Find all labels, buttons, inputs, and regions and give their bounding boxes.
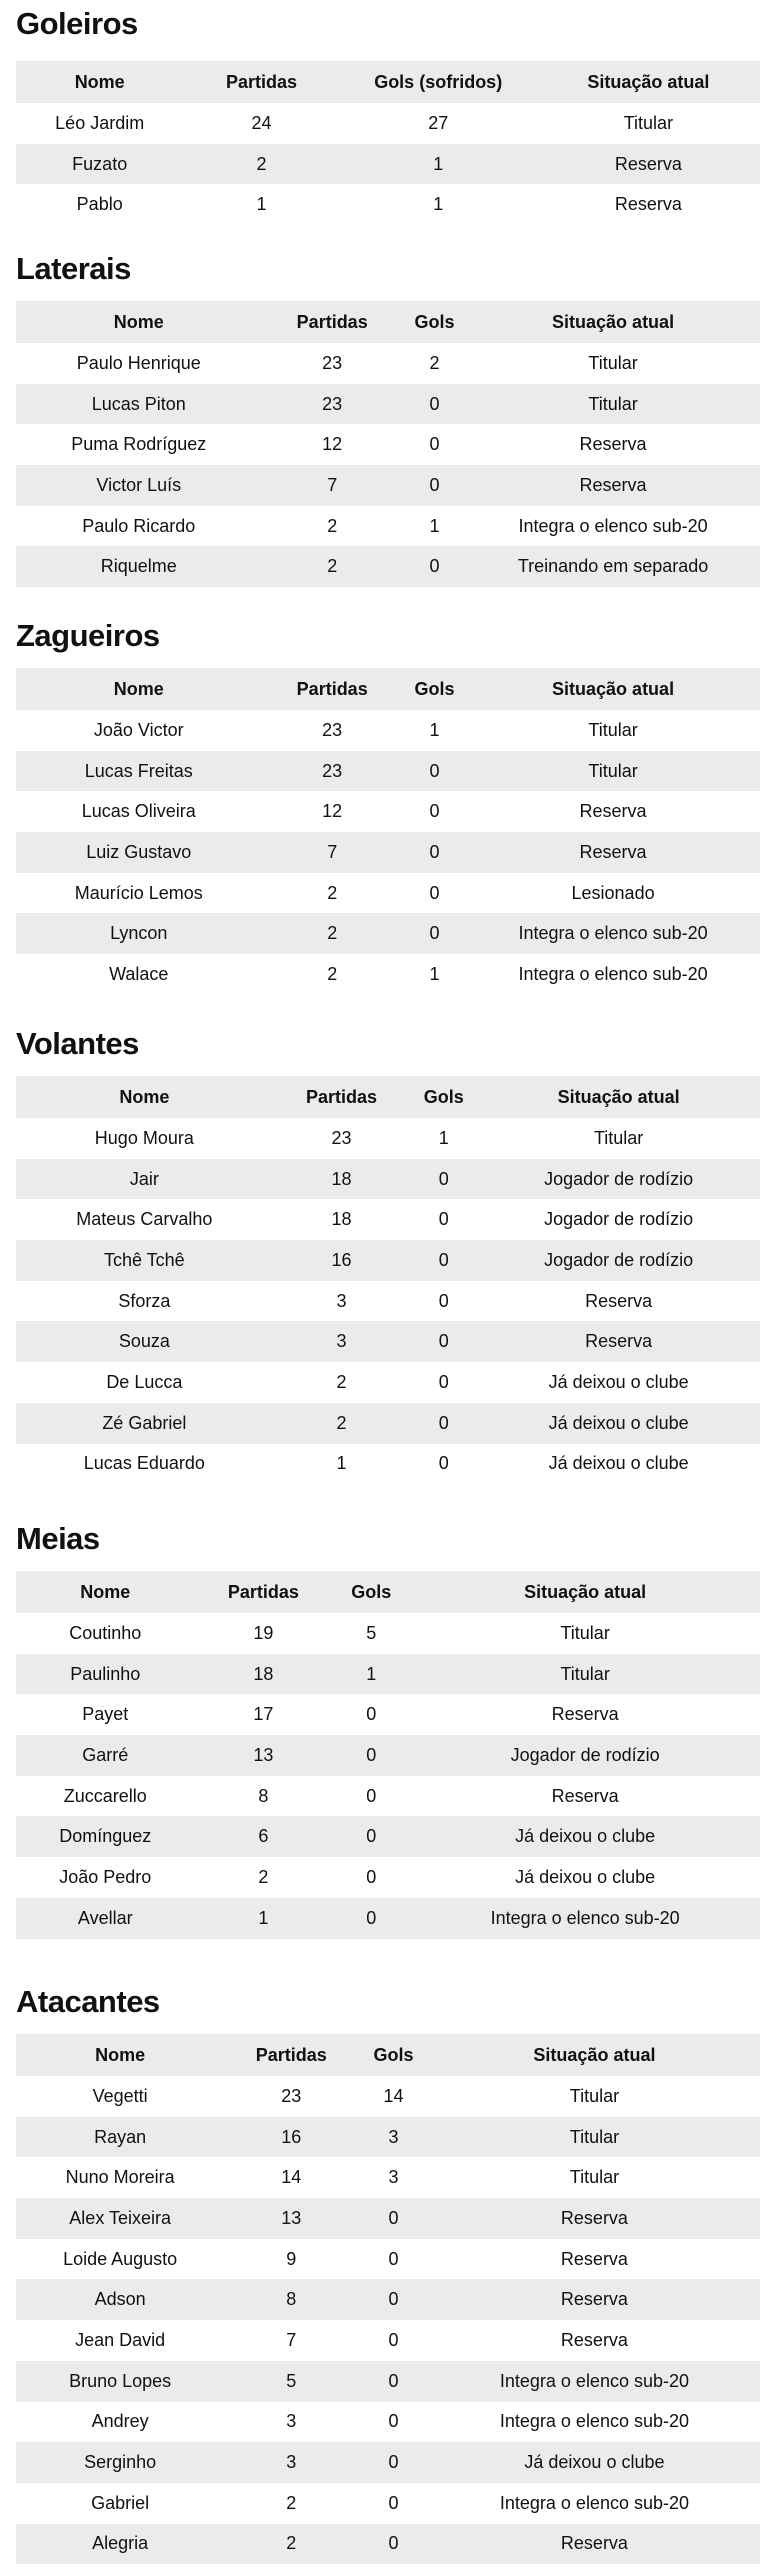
cell-partidas: 2 — [224, 2524, 358, 2565]
cell-situacao: Reserva — [466, 832, 760, 873]
cell-nome: Riquelme — [16, 546, 262, 587]
cell-gols: 0 — [358, 2524, 429, 2565]
cell-nome: Victor Luís — [16, 465, 262, 506]
cell-gols: 0 — [410, 1159, 477, 1200]
cell-gols: 0 — [366, 1866, 377, 1887]
cell-situacao: Já deixou o clube — [410, 1816, 760, 1857]
column-header-situacao: Situação atual — [429, 2034, 760, 2076]
cell-partidas: 2 — [183, 144, 339, 185]
cell-partidas: 2 — [262, 913, 403, 954]
cell-nome: Maurício Lemos — [74, 882, 203, 903]
cell-situacao: Titular — [466, 751, 760, 792]
cell-partidas: 9 — [286, 2248, 297, 2269]
column-header-gols: Gols — [358, 2034, 429, 2076]
cell-situacao: Reserva — [579, 801, 647, 822]
cell-gols: 1 — [332, 1654, 410, 1695]
cell-nome: Bruno Lopes — [16, 2361, 224, 2402]
cell-situacao: Titular — [593, 1127, 644, 1148]
table-row — [16, 1403, 760, 1444]
cell-gols: 0 — [332, 1735, 410, 1776]
cell-situacao: Titular — [560, 1622, 610, 1643]
cell-situacao: Lesionado — [571, 882, 655, 903]
table-row — [16, 1694, 760, 1735]
cell-situacao: Reserva — [560, 2329, 628, 2350]
cell-partidas: 3 — [336, 1290, 347, 1311]
cell-partidas: 3 — [286, 2411, 297, 2432]
cell-partidas: 13 — [195, 1735, 333, 1776]
table-row — [16, 2402, 760, 2443]
cell-gols: 0 — [332, 1898, 410, 1939]
column-header-nome: Nome — [16, 2034, 224, 2076]
cell-situacao: Reserva — [477, 1321, 760, 1362]
cell-situacao: Já deixou o clube — [548, 1453, 689, 1474]
cell-partidas: 1 — [195, 1898, 333, 1939]
table-row — [16, 2524, 760, 2565]
cell-partidas: 16 — [224, 2117, 358, 2158]
cell-gols: 3 — [358, 2117, 429, 2158]
cell-situacao: Reserva — [466, 465, 760, 506]
cell-situacao: Titular — [569, 2085, 620, 2106]
table-row — [16, 913, 760, 954]
section-laterais — [16, 249, 760, 587]
cell-partidas: 3 — [224, 2442, 358, 2483]
table-row — [16, 2157, 760, 2198]
cell-nome: Sforza — [118, 1290, 171, 1311]
cell-partidas: 2 — [258, 1866, 269, 1887]
section-zagueiros — [16, 616, 760, 995]
column-header-gols: Gols — [403, 301, 466, 343]
section-meias — [16, 1519, 760, 1939]
squad-table — [16, 668, 760, 995]
squad-table — [16, 1076, 760, 1484]
table-row — [16, 184, 760, 225]
squad-table — [16, 2034, 760, 2564]
cell-gols: 1 — [438, 1127, 449, 1148]
table-row — [16, 424, 760, 465]
table-row — [16, 2198, 760, 2239]
cell-gols: 0 — [358, 2442, 429, 2483]
cell-partidas: 12 — [322, 801, 343, 822]
column-header-gols: Gols — [332, 1571, 410, 1613]
cell-situacao: Integra o elenco sub-20 — [518, 963, 708, 984]
squad-table — [16, 61, 760, 225]
cell-partidas: 23 — [281, 2085, 302, 2106]
cell-situacao: Titular — [569, 2167, 620, 2188]
cell-partidas: 18 — [331, 1209, 352, 1230]
section-title: Volantes — [16, 1026, 139, 1061]
column-header-gols: Gols (sofridos) — [340, 61, 537, 103]
cell-partidas: 13 — [224, 2198, 358, 2239]
section-title: Zagueiros — [16, 618, 160, 653]
table-row — [16, 1613, 760, 1654]
cell-situacao: Titular — [410, 1654, 760, 1695]
table-row — [16, 832, 760, 873]
cell-gols: 1 — [429, 963, 440, 984]
table-row — [16, 954, 760, 995]
column-header-situacao: Situação atual — [477, 1076, 760, 1118]
cell-nome: Lucas Eduardo — [83, 1453, 205, 1474]
column-header-situacao: Situação atual — [466, 301, 760, 343]
squad-table — [16, 301, 760, 587]
table-row — [16, 546, 760, 587]
table-header-row — [16, 1571, 760, 1613]
cell-situacao: Já deixou o clube — [477, 1403, 760, 1444]
cell-partidas: 8 — [258, 1785, 269, 1806]
cell-nome: Puma Rodríguez — [71, 434, 207, 455]
cell-nome: Vegetti — [92, 2085, 148, 2106]
table-header-row — [16, 668, 760, 710]
table-row — [16, 1281, 760, 1322]
cell-partidas: 2 — [327, 882, 338, 903]
cell-situacao: Titular — [466, 384, 760, 425]
column-header-partidas: Partidas — [262, 668, 403, 710]
cell-nome: Paulo Ricardo — [82, 515, 196, 536]
cell-nome: João Victor — [93, 719, 184, 740]
cell-gols: 1 — [433, 194, 444, 215]
table-header-row — [16, 301, 760, 343]
cell-gols: 0 — [358, 2361, 429, 2402]
table-row — [16, 465, 760, 506]
table-row — [16, 2279, 760, 2320]
cell-nome: Payet — [82, 1704, 129, 1725]
cell-nome: Loide Augusto — [63, 2248, 178, 2269]
cell-nome: Mateus Carvalho — [76, 1209, 213, 1230]
section-atacantes — [16, 1982, 760, 2564]
cell-gols: 0 — [429, 801, 440, 822]
section-title: Atacantes — [16, 1984, 160, 2019]
section-title: Laterais — [16, 251, 131, 286]
cell-gols: 0 — [358, 2279, 429, 2320]
cell-gols: 0 — [403, 913, 466, 954]
cell-partidas: 23 — [322, 352, 343, 373]
cell-nome: De Lucca — [106, 1371, 183, 1392]
section-volantes — [16, 1024, 760, 1484]
table-row — [16, 1240, 760, 1281]
cell-situacao: Reserva — [537, 144, 760, 185]
table-row — [16, 1362, 760, 1403]
cell-situacao: Já deixou o clube — [548, 1371, 689, 1392]
section-title: Meias — [16, 1521, 100, 1556]
table-row — [16, 1199, 760, 1240]
cell-partidas: 3 — [273, 1321, 411, 1362]
cell-nome: Jean David — [75, 2329, 166, 2350]
column-header-gols: Gols — [403, 668, 466, 710]
table-row — [16, 144, 760, 185]
cell-nome: Coutinho — [69, 1622, 142, 1643]
cell-gols: 0 — [403, 465, 466, 506]
cell-nome: Léo Jardim — [55, 112, 145, 133]
table-row — [16, 2117, 760, 2158]
cell-nome: Serginho — [16, 2442, 224, 2483]
cell-partidas: 6 — [195, 1816, 333, 1857]
column-header-partidas: Partidas — [195, 1571, 333, 1613]
table-row — [16, 1735, 760, 1776]
cell-situacao: Titular — [623, 112, 674, 133]
cell-situacao: Treinando em separado — [466, 546, 760, 587]
table-row — [16, 103, 760, 144]
cell-partidas: 1 — [336, 1453, 347, 1474]
cell-situacao: Reserva — [579, 434, 647, 455]
cell-gols: 0 — [388, 2248, 399, 2269]
table-header-row — [16, 1076, 760, 1118]
column-header-situacao: Situação atual — [410, 1571, 760, 1613]
table-row — [16, 791, 760, 832]
cell-situacao: Titular — [588, 719, 638, 740]
cell-gols: 1 — [429, 515, 440, 536]
cell-gols: 1 — [429, 719, 440, 740]
cell-partidas: 2 — [327, 515, 338, 536]
cell-nome: Garré — [16, 1735, 195, 1776]
table-header-row — [16, 61, 760, 103]
cell-nome: Jair — [16, 1159, 273, 1200]
cell-nome: Luiz Gustavo — [16, 832, 262, 873]
cell-gols: 0 — [410, 1240, 477, 1281]
table-row — [16, 873, 760, 914]
table-row — [16, 710, 760, 751]
cell-nome: Lyncon — [16, 913, 262, 954]
cell-gols: 0 — [438, 1371, 449, 1392]
cell-nome: Gabriel — [91, 2492, 150, 2513]
table-row — [16, 1321, 760, 1362]
cell-situacao: Reserva — [585, 1290, 653, 1311]
column-header-gols: Gols — [410, 1076, 477, 1118]
cell-partidas: 7 — [262, 832, 403, 873]
column-header-partidas: Partidas — [224, 2034, 358, 2076]
cell-nome: Alex Teixeira — [16, 2198, 224, 2239]
table-row — [16, 1816, 760, 1857]
cell-gols: 0 — [332, 1816, 410, 1857]
cell-nome: Domínguez — [16, 1816, 195, 1857]
table-row — [16, 1654, 760, 1695]
cell-gols: 0 — [410, 1321, 477, 1362]
cell-gols: 0 — [388, 2329, 399, 2350]
cell-partidas: 18 — [273, 1159, 411, 1200]
table-row — [16, 1898, 760, 1939]
cell-nome: Hugo Moura — [94, 1127, 194, 1148]
cell-gols: 0 — [429, 882, 440, 903]
table-row — [16, 384, 760, 425]
column-header-nome: Nome — [16, 1571, 195, 1613]
table-header-row — [16, 2034, 760, 2076]
table-row — [16, 1118, 760, 1159]
cell-nome: Lucas Oliveira — [81, 801, 196, 822]
cell-gols: 14 — [383, 2085, 404, 2106]
cell-partidas: 2 — [286, 2492, 297, 2513]
cell-situacao: Reserva — [551, 1704, 619, 1725]
section-title: Goleiros — [16, 6, 138, 41]
cell-situacao: Jogador de rodízio — [544, 1209, 694, 1230]
cell-gols: 0 — [366, 1704, 377, 1725]
cell-situacao: Jogador de rodízio — [477, 1159, 760, 1200]
cell-nome: Pablo — [76, 194, 123, 215]
table-row — [16, 1857, 760, 1898]
cell-nome: Paulinho — [16, 1654, 195, 1695]
column-header-nome: Nome — [16, 301, 262, 343]
cell-nome: Alegria — [16, 2524, 224, 2565]
cell-partidas: 5 — [224, 2361, 358, 2402]
cell-gols: 0 — [403, 546, 466, 587]
cell-gols: 5 — [366, 1622, 377, 1643]
cell-partidas: 23 — [262, 384, 403, 425]
table-row — [16, 1444, 760, 1485]
cell-partidas: 2 — [262, 546, 403, 587]
cell-gols: 0 — [438, 1453, 449, 1474]
column-header-nome: Nome — [16, 668, 262, 710]
column-header-partidas: Partidas — [183, 61, 339, 103]
table-row — [16, 2320, 760, 2361]
cell-partidas: 16 — [273, 1240, 411, 1281]
cell-gols: 0 — [403, 832, 466, 873]
cell-partidas: 23 — [322, 719, 343, 740]
cell-situacao: Jogador de rodízio — [477, 1240, 760, 1281]
column-header-nome: Nome — [16, 61, 183, 103]
cell-nome: Andrey — [91, 2411, 149, 2432]
cell-gols: 3 — [388, 2167, 399, 2188]
cell-gols: 0 — [438, 1290, 449, 1311]
cell-situacao: Reserva — [614, 194, 682, 215]
cell-situacao: Já deixou o clube — [429, 2442, 760, 2483]
cell-partidas: 8 — [224, 2279, 358, 2320]
cell-situacao: Integra o elenco sub-20 — [518, 515, 708, 536]
cell-partidas: 14 — [281, 2167, 302, 2188]
cell-situacao: Reserva — [560, 2248, 628, 2269]
table-row — [16, 506, 760, 547]
cell-partidas: 1 — [256, 194, 267, 215]
cell-gols: 2 — [429, 352, 440, 373]
cell-nome: Nuno Moreira — [65, 2167, 175, 2188]
cell-gols: 0 — [410, 1403, 477, 1444]
cell-situacao: Integra o elenco sub-20 — [499, 2492, 690, 2513]
cell-nome: Rayan — [16, 2117, 224, 2158]
cell-nome: Walace — [109, 963, 169, 984]
cell-situacao: Integra o elenco sub-20 — [410, 1898, 760, 1939]
table-row — [16, 2076, 760, 2117]
cell-situacao: Integra o elenco sub-20 — [466, 913, 760, 954]
column-header-situacao: Situação atual — [537, 61, 760, 103]
column-header-situacao: Situação atual — [466, 668, 760, 710]
cell-partidas: 2 — [327, 963, 338, 984]
section-goleiros — [16, 4, 760, 225]
table-row — [16, 2483, 760, 2524]
cell-gols: 0 — [366, 1785, 377, 1806]
cell-partidas: 7 — [262, 465, 403, 506]
cell-gols: 0 — [358, 2198, 429, 2239]
cell-nome: Souza — [16, 1321, 273, 1362]
cell-gols: 0 — [388, 2411, 399, 2432]
cell-situacao: Já deixou o clube — [515, 1866, 656, 1887]
cell-nome: Zé Gabriel — [16, 1403, 273, 1444]
cell-partidas: 19 — [253, 1622, 274, 1643]
column-header-partidas: Partidas — [262, 301, 403, 343]
cell-nome: Zuccarello — [63, 1785, 147, 1806]
cell-situacao: Reserva — [429, 2198, 760, 2239]
cell-situacao: Reserva — [551, 1785, 619, 1806]
cell-gols: 0 — [429, 434, 440, 455]
cell-situacao: Jogador de rodízio — [410, 1735, 760, 1776]
cell-partidas: 2 — [273, 1403, 411, 1444]
cell-nome: Adson — [16, 2279, 224, 2320]
cell-partidas: 23 — [262, 751, 403, 792]
table-row — [16, 1776, 760, 1817]
cell-partidas: 12 — [322, 434, 343, 455]
cell-nome: Paulo Henrique — [76, 352, 201, 373]
cell-nome: Fuzato — [16, 144, 183, 185]
cell-situacao: Titular — [588, 352, 638, 373]
cell-situacao: Reserva — [429, 2279, 760, 2320]
cell-partidas: 18 — [195, 1654, 333, 1695]
cell-gols: 1 — [340, 144, 537, 185]
cell-partidas: 7 — [286, 2329, 297, 2350]
cell-partidas: 2 — [336, 1371, 347, 1392]
table-row — [16, 2442, 760, 2483]
table-row — [16, 343, 760, 384]
cell-nome: Lucas Piton — [16, 384, 262, 425]
cell-gols: 27 — [428, 112, 449, 133]
table-row — [16, 2361, 760, 2402]
cell-nome: Avellar — [16, 1898, 195, 1939]
cell-partidas: 17 — [253, 1704, 274, 1725]
cell-situacao: Integra o elenco sub-20 — [429, 2361, 760, 2402]
table-row — [16, 1159, 760, 1200]
cell-nome: João Pedro — [59, 1866, 152, 1887]
squad-table — [16, 1571, 760, 1939]
column-header-partidas: Partidas — [273, 1076, 411, 1118]
cell-partidas: 23 — [331, 1127, 352, 1148]
cell-gols: 0 — [403, 751, 466, 792]
table-row — [16, 2239, 760, 2280]
cell-situacao: Titular — [429, 2117, 760, 2158]
cell-nome: Tchê Tchê — [16, 1240, 273, 1281]
cell-gols: 0 — [438, 1209, 449, 1230]
table-row — [16, 751, 760, 792]
cell-gols: 0 — [388, 2492, 399, 2513]
column-header-nome: Nome — [16, 1076, 273, 1118]
cell-situacao: Integra o elenco sub-20 — [499, 2411, 690, 2432]
cell-situacao: Reserva — [429, 2524, 760, 2565]
cell-gols: 0 — [403, 384, 466, 425]
cell-partidas: 24 — [251, 112, 272, 133]
cell-nome: Lucas Freitas — [16, 751, 262, 792]
